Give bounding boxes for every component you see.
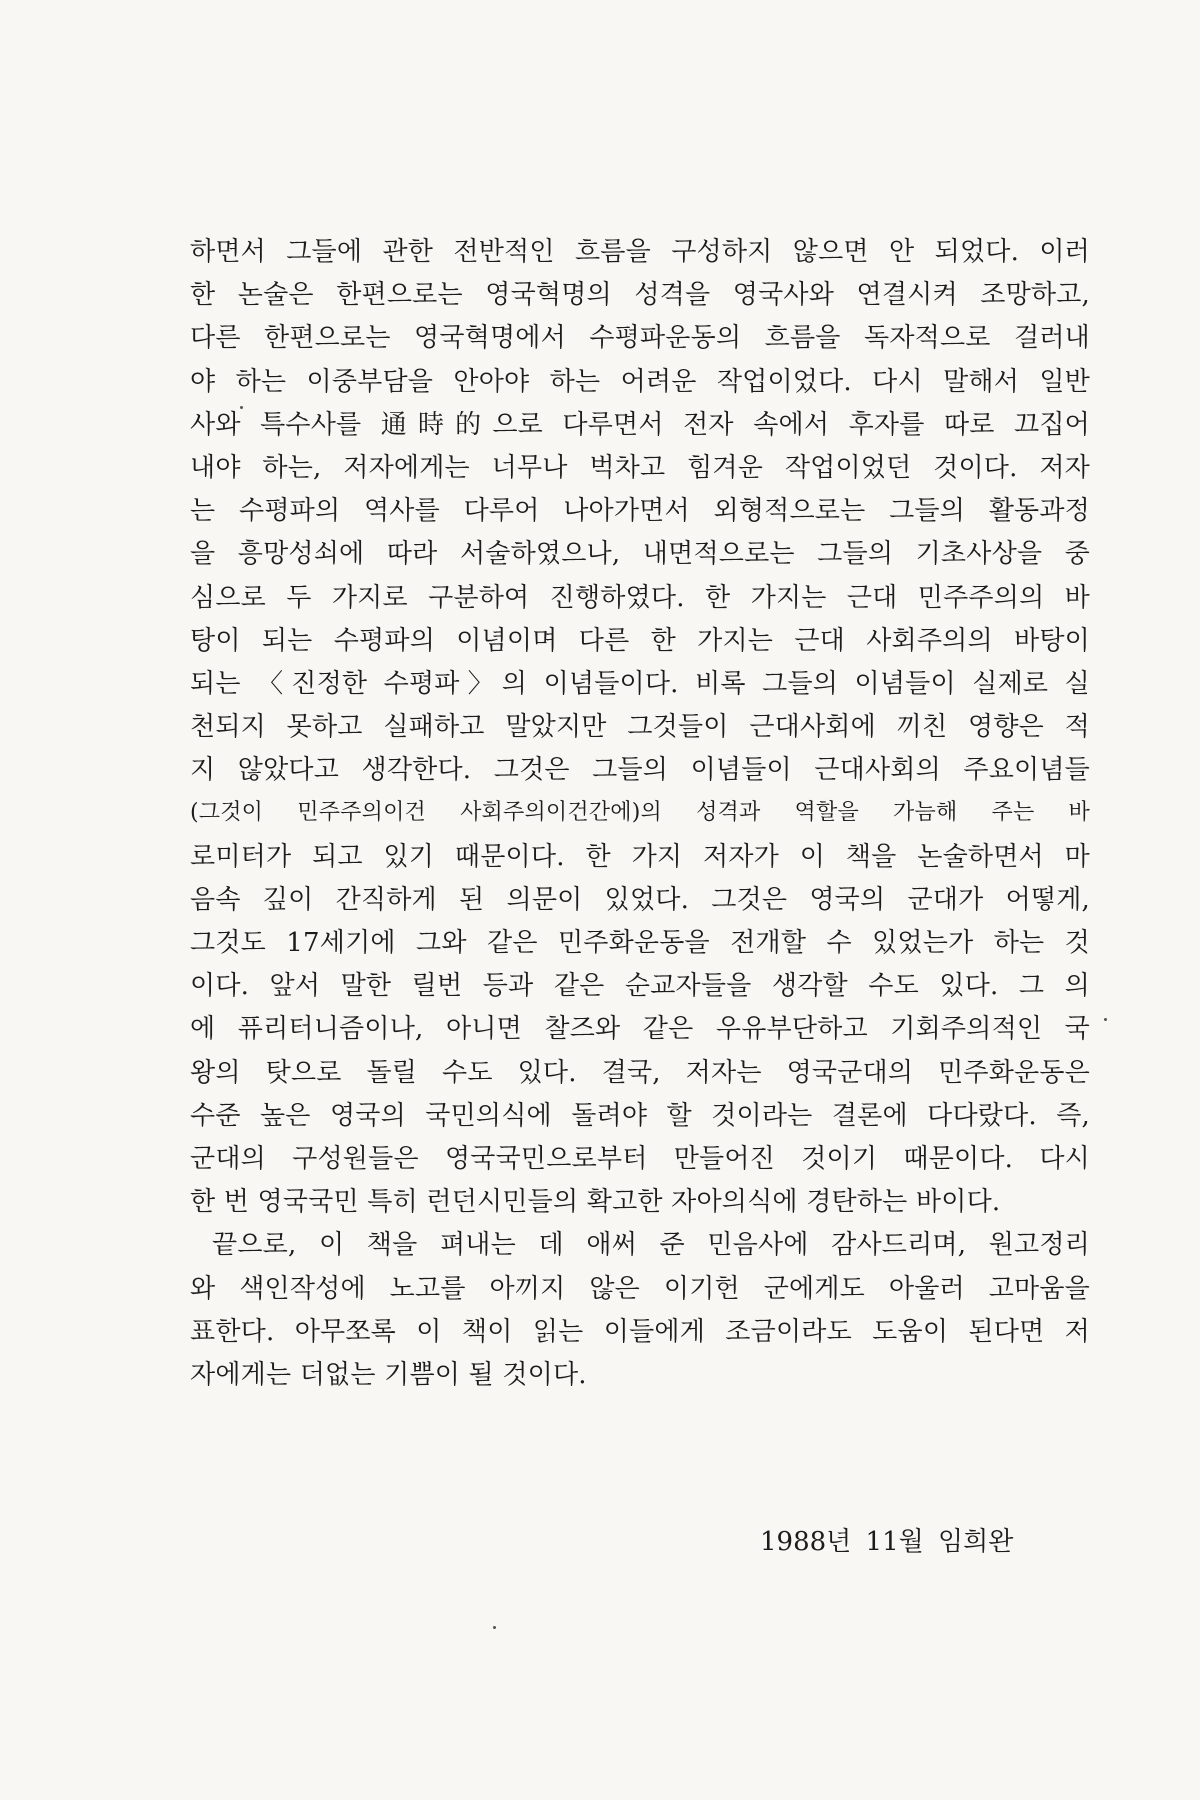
text-line-17: 그것도 17세기에 그와 같은 민주화운동을 전개할 수 있었는가 하는 것 [190, 928, 1090, 958]
text-line-5: 사와 특수사를 通時的으로 다루면서 전자 속에서 후자를 따로 끄집어 [190, 409, 1090, 440]
text-line-6: 내야 하는, 저자에게는 너무나 벅차고 힘겨운 작업이었던 것이다. 저자 [190, 452, 1090, 483]
text-line-13: 지 않았다고 생각한다. 그것은 그들의 이념들이 근대사회의 주요이념들 [190, 755, 1090, 786]
print-speck [1104, 1018, 1107, 1021]
text-line-26: 표한다. 아무쪼록 이 책이 읽는 이들에게 조금이라도 도움이 된다면 저 [190, 1316, 1090, 1347]
text-line-16: 음속 깊이 간직하게 된 의문이 있었다. 그것은 영국의 군대가 어떻게, [190, 884, 1090, 915]
text-line-27: 자에게는 더없는 기쁨이 될 것이다. [190, 1359, 587, 1390]
text-line-12: 천되지 못하고 실패하고 말았지만 그것들이 근대사회에 끼친 영향은 적 [190, 712, 1090, 743]
text-line-25: 와 색인작성에 노고를 아끼지 않은 이기헌 군에게도 아울러 고마움을 [190, 1273, 1090, 1304]
text-line-8: 을 흥망성쇠에 따라 서술하였으나, 내면적으로는 그들의 기초사상을 중 [190, 539, 1090, 570]
text-line-3: 다른 한편으로는 영국혁명에서 수평파운동의 흐름을 독자적으로 걸러내 [190, 323, 1090, 354]
text-line-23: 한 번 영국국민 특히 런던시민들의 확고한 자아의식에 경탄하는 바이다. [190, 1187, 1001, 1218]
text-line-1: 하면서 그들에 관한 전반적인 흐름을 구성하지 않으면 안 되었다. 이러 [190, 237, 1090, 267]
text-line-10: 탕이 되는 수평파의 이념이며 다른 한 가지는 근대 사회주의의 바탕이 [190, 625, 1090, 656]
text-line-18: 이다. 앞서 말한 릴번 등과 같은 순교자들을 생각할 수도 있다. 그 의 [190, 971, 1090, 1002]
text-line-2: 한 논술은 한편으로는 영국혁명의 성격을 영국사와 연결시켜 조망하고, [190, 280, 1090, 311]
text-line-14: (그것이 민주주의이건 사회주의이건간에)의 성격과 역할을 가늠해 주는 바 [190, 800, 1090, 826]
text-line-11: 되는 〈진정한 수평파〉의 이념들이다. 비록 그들의 이념들이 실제로 실 [190, 668, 1090, 699]
text-line-20: 왕의 탓으로 돌릴 수도 있다. 결국, 저자는 영국군대의 민주화운동은 [190, 1057, 1090, 1088]
print-speck [493, 1626, 496, 1629]
text-line-22: 군대의 구성원들은 영국국민으로부터 만들어진 것이기 때문이다. 다시 [190, 1143, 1090, 1174]
text-line-15: 로미터가 되고 있기 때문이다. 한 가지 저자가 이 책을 논술하면서 마 [190, 841, 1090, 872]
text-line-19: 에 퓨리터니즘이나, 아니면 찰즈와 같은 우유부단하고 기회주의적인 국 [190, 1014, 1090, 1045]
text-line-9: 심으로 두 가지로 구분하여 진행하였다. 한 가지는 근대 민주주의의 바 [190, 582, 1090, 613]
text-line-24: 끝으로, 이 책을 펴내는 데 애써 준 민음사에 감사드리며, 원고정리 [212, 1230, 1090, 1261]
text-line-21: 수준 높은 영국의 국민의식에 돌려야 할 것이라는 결론에 다다랐다. 즉, [190, 1100, 1090, 1131]
print-speck [240, 406, 243, 409]
text-line-7: 는 수평파의 역사를 다루어 나아가면서 외형적으로는 그들의 활동과정 [190, 496, 1090, 527]
date-and-author-signature: 1988년 11월 임희완 [760, 1527, 1014, 1557]
preface-body [190, 232, 1090, 1398]
text-line-4: 야 하는 이중부담을 안아야 하는 어려운 작업이었다. 다시 말해서 일반 [190, 366, 1090, 397]
